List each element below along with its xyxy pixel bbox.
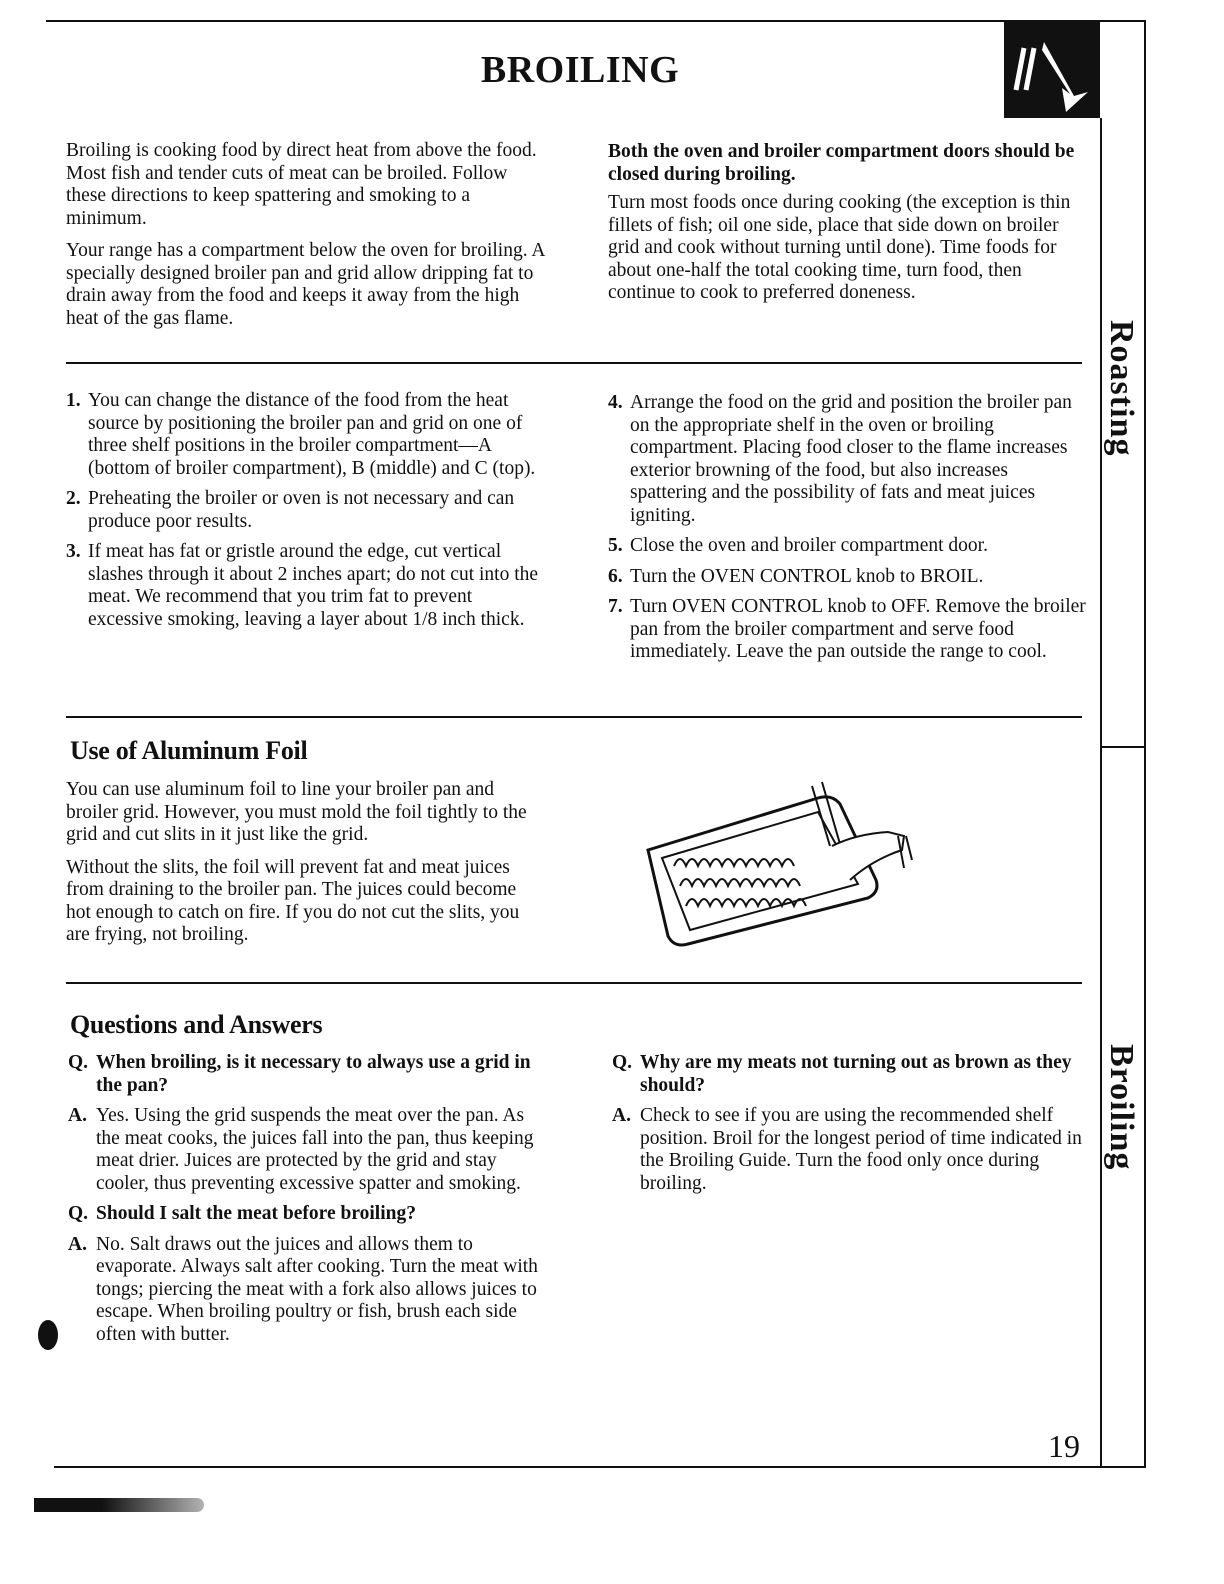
steps-right: [608, 392, 1086, 672]
foil-heading: Use of Aluminum Foil: [70, 736, 308, 765]
section-divider: [66, 362, 1082, 364]
intro-paragraph: Broiling is cooking food by direct heat from above the food. Most fish and tender cuts of meat can be broiled. Follow these directions to keep spattering and smoking to a minimum.: [66, 140, 537, 229]
answer: [68, 1234, 548, 1347]
page-number: 19: [1048, 1428, 1080, 1464]
foil-paragraph: You can use aluminum foil to line your broiler pan and broiler grid. However, you must mold the foil tightly to the grid and cut slits in it just like the grid.: [66, 779, 527, 845]
bullet-mark: [38, 1320, 58, 1350]
intro-paragraph: Your range has a compartment below the oven for broiling. A specially designed broiler pan and grid allow dripping fat to drain away from the food and keeps it away from the high heat of the gas flame.: [66, 240, 545, 329]
page-title: BROILING: [480, 49, 680, 91]
intro-right: [608, 141, 1086, 315]
foil-paragraph: Without the slits, the foil will prevent fat and meat juices from draining to the broiler pan. The juices could become hot enough to catch on fire. If you do not cut the slits, you are frying, not broiling.: [66, 856, 520, 945]
tab-roasting[interactable]: Roasting: [1103, 320, 1140, 457]
answer: [68, 1105, 548, 1195]
answer-text: No. Salt draws out the juices and allows them to evaporate. Always salt after cooking. Turn the meat with tongs; piercing the meat with a fork also allows juices to escape. When broiling poultry or fish, brush each side often with butter.: [96, 1233, 538, 1345]
bottom-rule: [54, 1466, 1146, 1468]
a-label: A.: [612, 1105, 631, 1126]
broiler-pan-illustration: [636, 776, 926, 956]
binding-mark: [34, 1498, 204, 1512]
qa-right: [612, 1052, 1086, 1203]
step-number: 3.: [66, 541, 81, 562]
step-text: If meat has fat or gristle around the edge, cut vertical slashes through it about 2 inches apart; do not cut into the meat. We recommend that you trim fat to prevent excessive smoking, leaving a layer about 1/8 inch thick.: [88, 541, 539, 630]
step-number: 7.: [608, 596, 623, 617]
top-rule: [46, 20, 1146, 22]
step-number: 5.: [608, 535, 623, 556]
step-item: [66, 541, 546, 631]
step-number: 2.: [66, 488, 81, 509]
question-text: When broiling, is it necessary to always use a grid in the pan?: [96, 1052, 531, 1096]
step-number: 6.: [608, 565, 623, 587]
step-number: 4.: [608, 392, 623, 413]
step-item: [66, 488, 546, 533]
question-text: Should I salt the meat before broiling?: [96, 1203, 416, 1224]
q-label: Q.: [612, 1052, 633, 1073]
question: [68, 1052, 548, 1097]
step-item: [608, 566, 1086, 589]
answer-text: Yes. Using the grid suspends the meat over the pan. As the meat cooks, the juices fall into the pan, thus keeping meat drier. Juices are protected by the grid and stay cooler, thus preventing excessive spatter and smoking.: [96, 1105, 534, 1194]
step-item: [608, 535, 1086, 558]
steps-left: [66, 390, 546, 639]
a-label: A.: [68, 1233, 87, 1255]
intro-left: [66, 140, 546, 340]
question: [68, 1203, 548, 1226]
step-number: 1.: [66, 390, 81, 411]
step-item: [66, 390, 546, 480]
question-text: Why are my meats not turning out as brown as they should?: [640, 1052, 1072, 1096]
answer-text: Check to see if you are using the recommended shelf position. Broil for the longest period of time indicated in the Broiling Guide. Turn the food only once during broiling.: [640, 1105, 1082, 1194]
step-text: Close the oven and broiler compartment door.: [630, 535, 988, 556]
step-item: [608, 392, 1086, 527]
step-text: Preheating the broiler or oven is not necessary and can produce poor results.: [88, 488, 515, 532]
question: [612, 1052, 1086, 1097]
q-label: Q.: [68, 1052, 89, 1073]
q-label: Q.: [68, 1203, 89, 1224]
step-text: Arrange the food on the grid and position the broiler pan on the appropriate shelf in the oven or broiling compartment. Placing food closer to the flame increases exterior browning of the food, but also increases spattering and the possibility of fats and meat juices igniting.: [630, 392, 1072, 526]
tab-broiling[interactable]: Broiling: [1103, 1044, 1140, 1171]
tab-separator: [1100, 746, 1146, 748]
doors-warning: Both the oven and broiler compartment doors should be closed during broiling.: [608, 141, 1075, 185]
step-text: Turn OVEN CONTROL knob to OFF. Remove the broiler pan from the broiler compartment and serve food immediately. Leave the pan outside the range to cool.: [630, 596, 1086, 662]
step-item: [608, 596, 1086, 664]
qa-heading: Questions and Answers: [70, 1010, 323, 1039]
section-divider: [66, 716, 1082, 718]
step-text: Turn the OVEN CONTROL knob to BROIL.: [630, 565, 984, 587]
section-divider: [66, 982, 1082, 984]
step-text: You can change the distance of the food from the heat source by positioning the broiler pan and grid on one of three shelf positions in the broiler compartment—A (bottom of broiler compartment), B (middle) and C (top).: [88, 390, 536, 479]
a-label: A.: [68, 1105, 87, 1126]
qa-left: [68, 1052, 548, 1354]
turn-foods-paragraph: Turn most foods once during cooking (the exception is thin fillets of fish; oil one side, place that side down on broiler grid and cook without turning until done). Time foods for about one-half the total cooking time, turn food, then continue to cook to preferred doneness.: [608, 192, 1071, 303]
answer: [612, 1105, 1086, 1195]
foil-text: [66, 779, 536, 957]
right-border: [1144, 20, 1146, 1468]
